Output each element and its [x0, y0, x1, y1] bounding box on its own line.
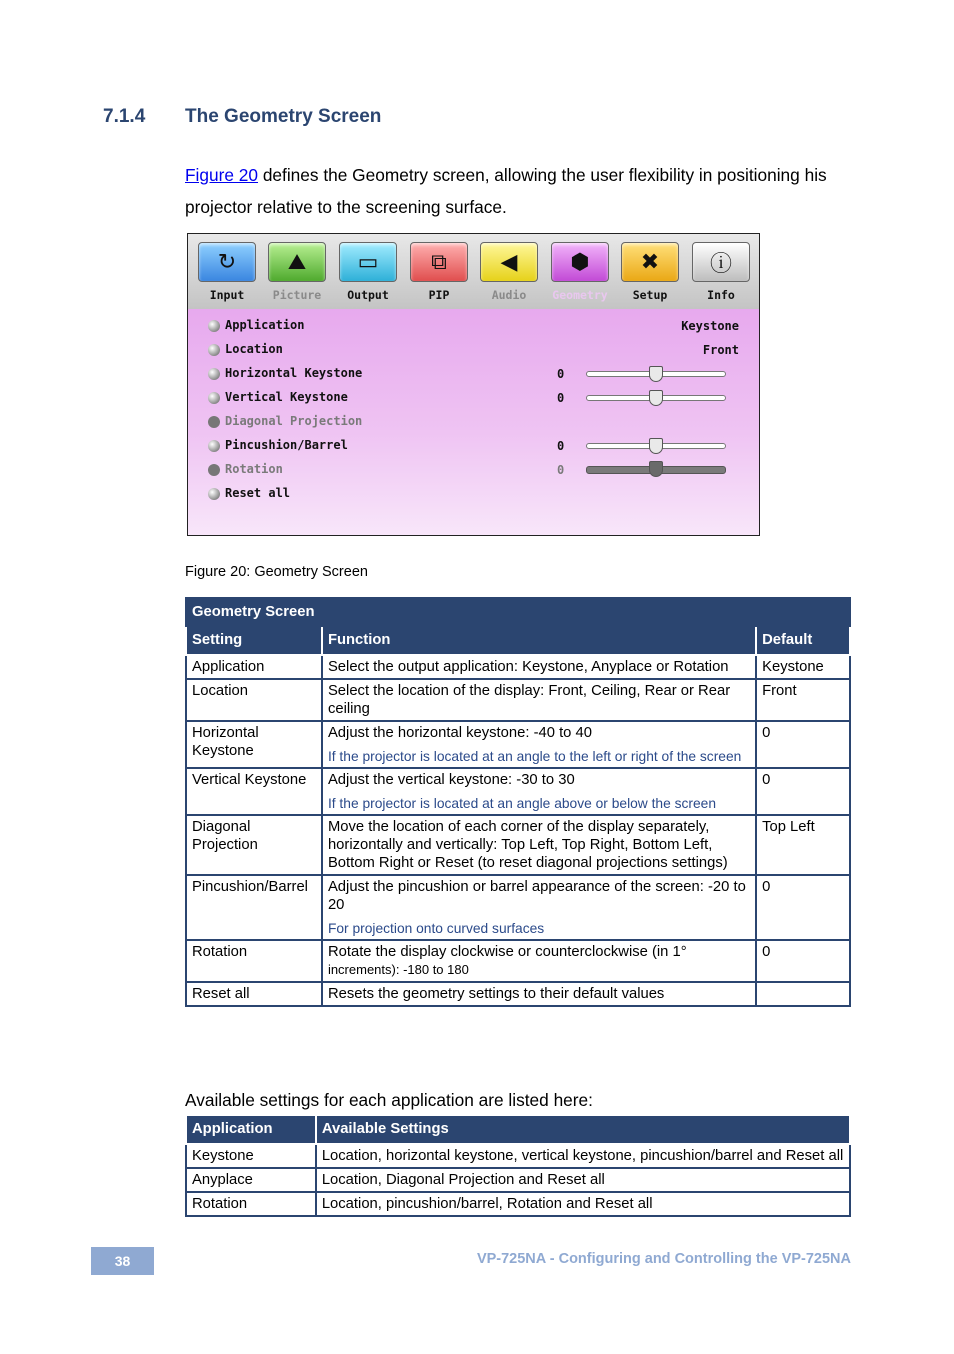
table-header-row: [186, 1115, 850, 1144]
cell-default: 0: [756, 940, 850, 982]
cell-function: Select the location of the display: Front, Ceiling, Rear or Rear ceiling: [322, 679, 756, 721]
geometry-settings-table: [185, 597, 851, 1007]
cell-default: Top Left: [756, 815, 850, 875]
bullet-icon: [208, 488, 220, 500]
table-row: [186, 655, 850, 679]
osd-value-rotation: 0: [557, 463, 565, 477]
tab-picture[interactable]: [262, 242, 332, 306]
tab-pip-label: PIP: [428, 288, 450, 302]
col-header-setting: Setting: [186, 626, 322, 655]
table-row: [186, 1144, 850, 1168]
cell-settings: Location, pincushion/barrel, Rotation and Reset all: [316, 1192, 850, 1216]
cell-setting: Vertical Keystone: [186, 768, 322, 815]
col-header-application: Application: [186, 1115, 316, 1144]
page-number: 38: [91, 1247, 154, 1275]
function-text: Adjust the vertical keystone: -30 to 30: [327, 772, 575, 788]
cell-application: Keystone: [186, 1144, 316, 1168]
slider-thumb[interactable]: [649, 390, 663, 406]
pip-icon: ⧉: [410, 242, 468, 282]
bullet-icon: [208, 440, 220, 452]
osd-row-label: Diagonal Projection: [225, 414, 363, 428]
info-icon: ⓘ: [692, 242, 750, 282]
osd-row-label: Vertical Keystone: [225, 390, 348, 404]
bullet-icon: [208, 368, 220, 380]
table-row: [186, 940, 850, 982]
table-row: [186, 815, 850, 875]
speaker-icon: ◀: [480, 242, 538, 282]
cell-default: [756, 982, 850, 1006]
osd-row-label: Application: [225, 318, 305, 332]
slider-thumb[interactable]: [649, 366, 663, 382]
osd-menu-panel: [188, 309, 759, 535]
table-row: [186, 875, 850, 940]
cell-application: Rotation: [186, 1192, 316, 1216]
geometry-icon: ⬢: [551, 242, 609, 282]
figure-20-link[interactable]: Figure 20: [185, 165, 259, 185]
cell-settings: Location, horizontal keystone, vertical keystone, pincushion/barrel and Reset all: [316, 1144, 850, 1168]
cell-function: Resets the geometry settings to their default values: [322, 982, 756, 1006]
cell-default: 0: [756, 768, 850, 815]
application-settings-table: [185, 1114, 851, 1217]
cell-setting: Location: [186, 679, 322, 721]
function-text: Rotate the display clockwise or counterclockwise (in 1°: [327, 944, 687, 960]
osd-value-vertical-keystone: 0: [557, 391, 565, 405]
osd-tab-bar: [188, 234, 759, 309]
col-header-default: Default: [756, 626, 850, 655]
col-header-function: Function: [322, 626, 756, 655]
cell-function: Select the output application: Keystone, Anyplace or Rotation: [322, 655, 756, 679]
rotation-slider: [586, 466, 726, 474]
section-number: 7.1.4: [103, 106, 146, 127]
osd-value-pincushion-barrel: 0: [557, 439, 565, 453]
col-header-available-settings: Available Settings: [316, 1115, 850, 1144]
osd-row-label: Reset all: [225, 486, 291, 500]
cell-function: [322, 875, 756, 940]
osd-row-label: Location: [225, 342, 283, 356]
cell-setting: Pincushion/Barrel: [186, 875, 322, 940]
table-row: [186, 679, 850, 721]
tab-input-label: Input: [209, 288, 245, 302]
osd-row-label: Horizontal Keystone: [225, 366, 363, 380]
cell-function: [322, 721, 756, 768]
monitor-icon: ▭: [339, 242, 397, 282]
cell-function: [322, 768, 756, 815]
osd-value-horizontal-keystone: 0: [557, 367, 565, 381]
picture-icon: ⛰: [268, 242, 326, 282]
osd-value-location: Front: [702, 343, 739, 357]
tab-input[interactable]: [192, 242, 262, 306]
horizontal-keystone-slider[interactable]: [586, 371, 726, 377]
table-row: [186, 1192, 850, 1216]
table-row: [186, 768, 850, 815]
cell-default: Front: [756, 679, 850, 721]
cell-application: Anyplace: [186, 1168, 316, 1192]
tab-info-label: Info: [707, 288, 735, 302]
cell-settings: Location, Diagonal Projection and Reset all: [316, 1168, 850, 1192]
cell-setting: Rotation: [186, 940, 322, 982]
cell-setting: Diagonal Projection: [186, 815, 322, 875]
bullet-icon: [208, 416, 220, 428]
function-note: If the projector is located at an angle above or below the screen: [327, 796, 717, 811]
cell-setting: Reset all: [186, 982, 322, 1006]
function-text: Adjust the horizontal keystone: -40 to 40: [327, 725, 592, 741]
cell-setting: Horizontal Keystone: [186, 721, 322, 768]
intro-text: defines the Geometry screen, allowing the user flexibility in positioning his projector relative to the screening surface.: [185, 165, 827, 217]
tab-setup-label: Setup: [632, 288, 668, 302]
table-row: [186, 1168, 850, 1192]
tab-picture-label: Picture: [272, 288, 322, 302]
tools-icon: ✖: [621, 242, 679, 282]
function-text: Adjust the pincushion or barrel appearance of the screen: -20 to 20: [327, 879, 746, 913]
table-row: [186, 982, 850, 1006]
function-text-small: increments): -180 to 180: [327, 962, 469, 977]
geometry-osd-screenshot: [187, 233, 760, 536]
cell-setting: Application: [186, 655, 322, 679]
tab-audio[interactable]: [474, 242, 544, 306]
vertical-keystone-slider[interactable]: [586, 395, 726, 401]
table-header-row: [186, 626, 850, 655]
cell-default: 0: [756, 721, 850, 768]
table-title-row: [186, 598, 850, 626]
osd-value-application: Keystone: [681, 319, 739, 333]
bullet-icon: [208, 392, 220, 404]
bullet-icon: [208, 344, 220, 356]
bullet-icon: [208, 320, 220, 332]
slider-thumb[interactable]: [649, 438, 663, 454]
tab-geometry[interactable]: [545, 242, 615, 306]
pincushion-barrel-slider[interactable]: [586, 443, 726, 449]
bullet-icon: [208, 464, 220, 476]
function-note: If the projector is located at an angle to the left or right of the screen: [327, 749, 742, 764]
available-settings-intro: Available settings for each application are listed here:: [185, 1090, 593, 1110]
tab-setup[interactable]: [615, 242, 685, 306]
table-title: Geometry Screen: [186, 598, 850, 626]
tab-audio-label: Audio: [491, 288, 527, 302]
cell-default: Keystone: [756, 655, 850, 679]
tab-pip[interactable]: [404, 242, 474, 306]
tab-output[interactable]: [333, 242, 403, 306]
footer-text: VP-725NA - Configuring and Controlling the VP-725NA: [476, 1251, 851, 1267]
tab-info[interactable]: [686, 242, 756, 306]
tab-geometry-label: Geometry: [552, 288, 608, 302]
input-arrow-icon: ↻: [198, 242, 256, 282]
cell-function: [322, 940, 756, 982]
slider-thumb: [649, 461, 663, 477]
osd-row-label: Pincushion/Barrel: [225, 438, 348, 452]
section-title: The Geometry Screen: [185, 106, 382, 127]
table-row: [186, 721, 850, 768]
cell-default: 0: [756, 875, 850, 940]
osd-row-label: Rotation: [225, 462, 283, 476]
cell-function: Move the location of each corner of the display separately, horizontally and vertically: Top Left, Top Right, Bottom Left, Bottom Right or Reset (to reset diagonal projections settings): [322, 815, 756, 875]
intro-paragraph: [185, 159, 845, 223]
figure-caption: Figure 20: Geometry Screen: [185, 564, 368, 580]
tab-output-label: Output: [347, 288, 389, 302]
function-note: For projection onto curved surfaces: [327, 921, 545, 936]
